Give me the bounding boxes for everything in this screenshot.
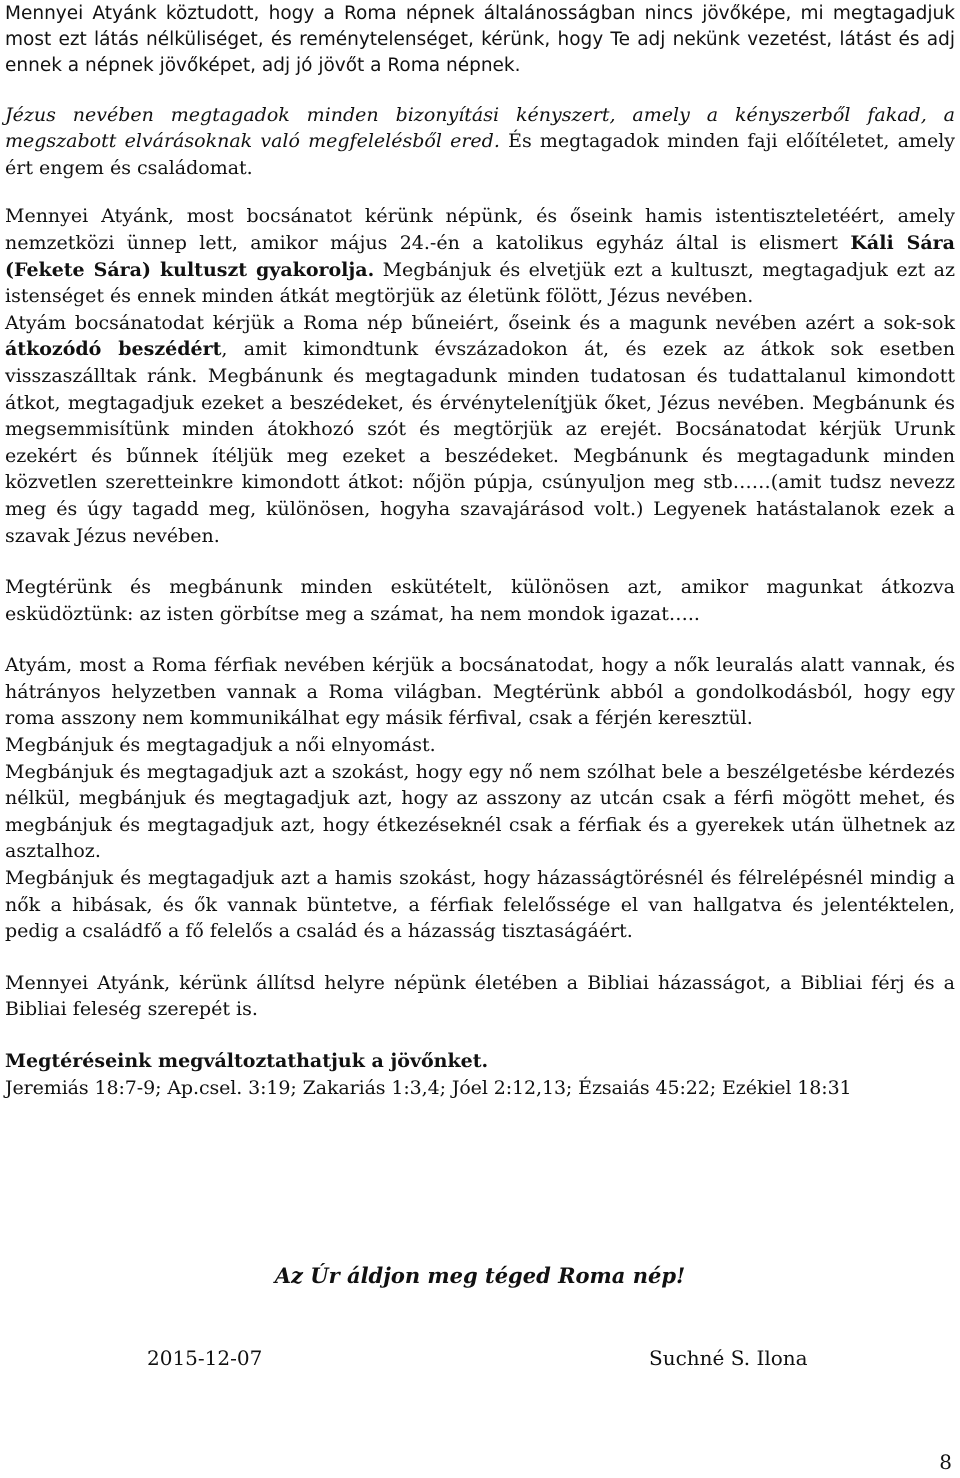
scripture-references: Jeremiás 18:7-9; Ap.csel. 3:19; Zakariás 1:3,4; Jóel 2:12,13; Ézsaiás 45:22; Ezékiel 18:31 xyxy=(5,1076,852,1099)
paragraph-adultery: Megbánjuk és megtagadjuk azt a hamis szokást, hogy házasságtörésnél és félrelépésnél mindig a nők a hibásak, és ők vannak büntetve, a férfiak felelőssége el van hallgatva és jelentéktelen, pedig a családfő a fő felelős a család és a házasság tisztaságáért. xyxy=(5,867,955,943)
document-date: 2015-12-07 xyxy=(147,1346,263,1370)
paragraph-kali-sara-a: Mennyei Atyánk, most bocsánatot kérünk népünk, és őseink hamis istentiszteletéért, amely nemzetközi ünnep lett, amikor május 24.-én a katolikus egyház által is elismert xyxy=(5,205,955,254)
paragraph-oaths: Megtérünk és megbánunk minden eskütételt, különösen azt, amikor magunkat átkozva esküdöztünk: az isten görbítse meg a számat, ha nem mondok igazat….. xyxy=(5,576,955,625)
paragraph-curses xyxy=(5,310,955,549)
paragraph-prejudice-italic: Jézus nevében megtagadok minden bizonyítási kényszert, amely a kényszerből fakad, a megszabott elvárásoknak való megfelelésből ered. xyxy=(5,103,955,153)
paragraph-intro: Mennyei Atyánk köztudott, hogy a Roma népnek általánosságban nincs jövőképe, mi megtagadjuk most ezt látás nélküliséget, és reménytelenséget, kérünk, hogy Te adj nekünk vezetést, látást és adj ennek a népnek jövőképet, adj jó jövőt a Roma népnek. xyxy=(5,3,955,77)
paragraph-roma-men: Atyám, most a Roma férfiak nevében kérjük a bocsánatodat, hogy a nők leuralás alatt vannak, és hátrányos helyzetben vannak a Roma világban. Megtérünk abból a gondolkodásból, hogy egy roma asszony nem kommunikálhat egy másik férfival, csak a férjén keresztül. xyxy=(5,654,955,730)
paragraph-prejudice xyxy=(5,102,955,182)
paragraph-curses-a: Atyám bocsánatodat kérjük a Roma nép bűneiért, őseink és a magunk nevében azért a sok-sok xyxy=(5,311,955,334)
paragraph-curses-b: , amit kimondtunk évszázadokon át, és ezek az átkok sok esetben visszaszálltak ránk. Megbánunk és megtagadunk minden tudatosan és tudattalanul kimondott átkot, megtagadjuk ezeket a beszédeket, és érvényteleníţjük őket, Jézus nevében. Megbánunk és megsemmisítünk minden átokhozó szót és megtörjük az erejét. Bocsánatodat kérjük Urunk ezekért és bűnnek ítéljük meg ezeket a beszédeket. Megbánunk és megtagadunk minden közvetlen szeretteinkre kimondott átkot: nőjön púpja, csúnyuljon meg stb……(amit tudsz nevezz meg és úgy tagadd meg, különösen, hogyha szavajárásod volt.) Legyenek hatástalanok ezek a szavak Jézus nevében. xyxy=(5,338,955,547)
closing-blessing: Az Úr áldjon meg téged Roma nép! xyxy=(274,1263,686,1288)
page-number: 8 xyxy=(939,1450,952,1474)
paragraph-kali-sara-bold: Káli Sára (Fekete Sára) kultuszt gyakorolja. xyxy=(5,231,955,281)
paragraph-oppression: Megbánjuk és megtagadjuk a női elnyomást. xyxy=(5,734,436,757)
author-name: Suchné S. Ilona xyxy=(649,1346,808,1370)
document-body xyxy=(5,0,955,1101)
paragraph-customs: Megbánjuk és megtagadjuk azt a szokást, hogy egy nő nem szólhat bele a beszélgetésbe kérdezés nélkül, megbánjuk és megtagadjuk azt, hogy az asszony az utcán csak a férfi mögött mehet, és megbánjuk és megtagadjuk azt, hogy étkezéseknél csak a férfiak és a gyerekek után ülhetnek az asztalhoz. xyxy=(5,760,955,863)
paragraph-kali-sara xyxy=(5,203,955,309)
paragraph-marriage: Mennyei Atyánk, kérünk állítsd helyre népünk életében a Bibliai házasságot, a Bibliai férj és a Bibliai feleség szerepét is. xyxy=(5,971,955,1021)
paragraph-conversion: Megtéréseink megváltoztathatjuk a jövőnket. xyxy=(5,1050,489,1073)
paragraph-prejudice-normal: És megtagadok minden faji előítéletet, amely ért engem és családomat. xyxy=(5,130,955,179)
paragraph-curses-bold: átkozódó beszédért xyxy=(5,338,222,361)
paragraph-kali-sara-b: Megbánjuk és elvetjük ezt a kultuszt, megtagadjuk ezt az istenséget és ennek minden átkát megtörjük az életünk fölött, Jézus nevében. xyxy=(5,258,955,308)
